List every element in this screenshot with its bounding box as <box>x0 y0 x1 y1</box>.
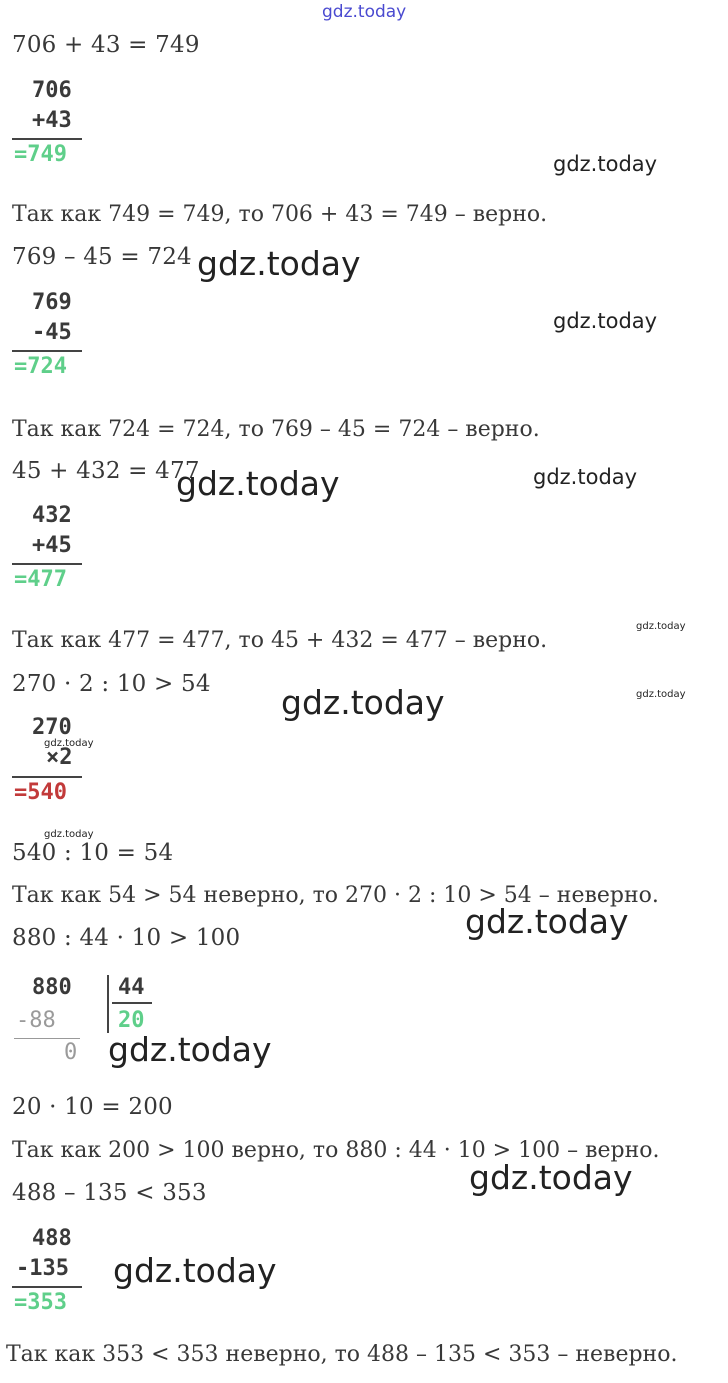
division-dividend: 880 <box>32 975 72 1000</box>
column-6-rule <box>12 1286 82 1288</box>
column-4-second: ×2 <box>46 745 73 770</box>
division-divisor-rule <box>112 1002 152 1004</box>
column-3-second: +45 <box>32 533 72 558</box>
watermark: gdz.today <box>636 689 686 700</box>
watermark: gdz.today <box>469 1158 633 1197</box>
column-3-result: =477 <box>14 567 67 592</box>
column-4-result: =540 <box>14 780 67 805</box>
division-remainder: 0 <box>64 1040 78 1065</box>
column-6-top: 488 <box>32 1226 72 1251</box>
division-bar <box>107 975 109 1033</box>
step-5: 20 · 10 = 200 <box>12 1094 173 1120</box>
conclusion-6: Так как 353 < 353 неверно, то 488 – 135 < 353 – неверно. <box>6 1342 678 1367</box>
watermark: gdz.today <box>553 309 658 333</box>
conclusion-4: Так как 54 > 54 неверно, то 270 · 2 : 10 > 54 – неверно. <box>12 883 659 908</box>
column-2-top: 769 <box>32 290 72 315</box>
column-2-result: =724 <box>14 354 67 379</box>
watermark: gdz.today <box>113 1251 277 1290</box>
watermark: gdz.today <box>465 902 629 941</box>
equation-1: 706 + 43 = 749 <box>12 32 200 58</box>
watermark: gdz.today <box>553 152 658 176</box>
conclusion-1: Так как 749 = 749, то 706 + 43 = 749 – верно. <box>12 202 548 227</box>
division-subtract: -88 <box>16 1008 56 1033</box>
step-4: 540 : 10 = 54 <box>12 840 174 866</box>
division-quotient: 20 <box>118 1008 145 1033</box>
column-1-rule <box>12 138 82 140</box>
equation-2: 769 – 45 = 724 <box>12 244 192 270</box>
column-2-second: -45 <box>32 320 72 345</box>
watermark: gdz.today <box>108 1030 272 1069</box>
watermark: gdz.today <box>533 465 638 489</box>
watermark: gdz.today <box>636 621 686 632</box>
column-1-result: =749 <box>14 142 67 167</box>
watermark: gdz.today <box>44 738 94 749</box>
equation-3: 45 + 432 = 477 <box>12 458 200 484</box>
column-4-top: 270 <box>32 715 72 740</box>
column-1-top: 706 <box>32 78 72 103</box>
watermark: gdz.today <box>44 829 94 840</box>
column-3-rule <box>12 563 82 565</box>
column-4-rule <box>12 776 82 778</box>
watermark: gdz.today <box>176 464 340 503</box>
column-6-result: =353 <box>14 1290 67 1315</box>
equation-6: 488 – 135 < 353 <box>12 1180 207 1206</box>
watermark: gdz.today <box>281 683 445 722</box>
conclusion-3: Так как 477 = 477, то 45 + 432 = 477 – верно. <box>12 628 548 653</box>
conclusion-5: Так как 200 > 100 верно, то 880 : 44 · 10 > 100 – верно. <box>12 1138 660 1163</box>
watermark-top: gdz.today <box>322 2 407 22</box>
equation-5: 880 : 44 · 10 > 100 <box>12 925 241 951</box>
equation-4: 270 · 2 : 10 > 54 <box>12 671 211 697</box>
watermark: gdz.today <box>197 244 361 283</box>
column-3-top: 432 <box>32 503 72 528</box>
division-rule <box>14 1038 80 1039</box>
conclusion-2: Так как 724 = 724, то 769 – 45 = 724 – верно. <box>12 417 540 442</box>
column-6-second: -135 <box>16 1256 69 1281</box>
column-2-rule <box>12 350 82 352</box>
division-divisor: 44 <box>118 975 145 1000</box>
column-1-second: +43 <box>32 108 72 133</box>
